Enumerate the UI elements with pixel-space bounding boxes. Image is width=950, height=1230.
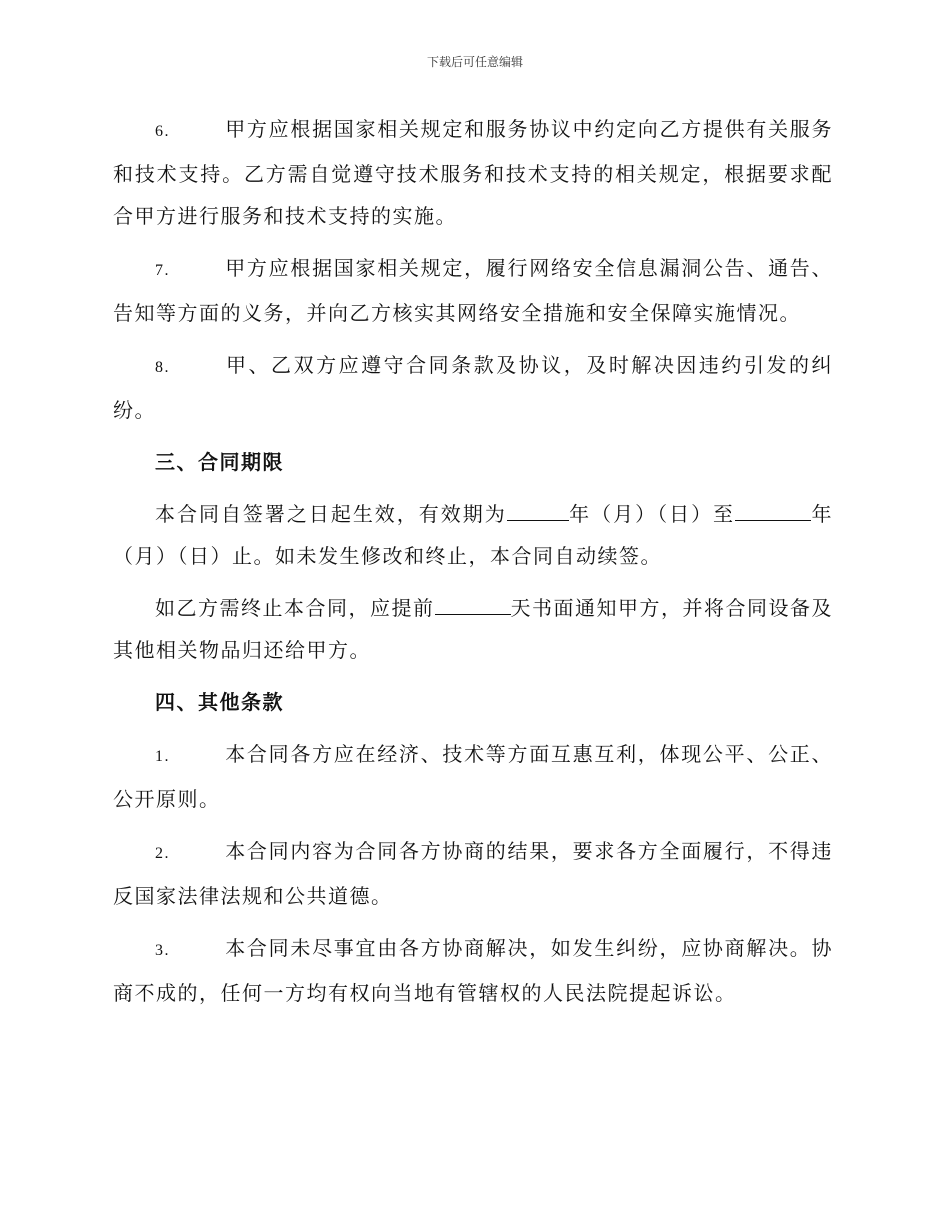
clause-text: 本合同内容为合同各方协商的结果，要求各方全面履行，不得违反国家法律法规和公共道德。 [113,839,833,908]
clause-text: 甲、乙双方应遵守合同条款及协议，及时解决因违约引发的纠纷。 [113,353,833,422]
clause-text: 本合同各方应在经济、技术等方面互惠互利，体现公平、公正、公开原则。 [113,742,833,811]
section-heading-other-terms: 四、其他条款 [155,690,284,714]
clause-text: 甲方应根据国家相关规定，履行网络安全信息漏洞公告、通告、告知等方面的义务，并向乙方核实其网络安全措施和安全保障实施情况。 [113,256,833,325]
termination-text-start: 如乙方需终止本合同，应提前 [155,596,435,620]
termination-paragraph [113,587,833,671]
term-text-end: 年（月）（日）止。如未发生修改和终止，本合同自动续签。 [113,502,834,568]
term-start-year-blank [507,500,569,521]
other-clause-item-1 [113,733,833,820]
clause-item-8 [113,344,833,431]
clause-number: 6. [155,123,170,140]
clause-number: 8. [155,359,170,376]
section-heading-contract-term: 三、合同期限 [155,450,284,474]
term-text-middle: 年（月）（日）至 [568,502,736,526]
clause-number: 7. [155,262,170,279]
term-end-year-blank [735,500,811,521]
clause-item-7 [113,247,833,334]
term-paragraph [113,493,833,577]
other-clause-item-2 [113,830,833,917]
clause-number: 2. [155,845,170,862]
clause-number: 1. [155,748,170,765]
document-body [113,108,833,1024]
clause-text: 甲方应根据国家相关规定和服务协议中约定向乙方提供有关服务和技术支持。乙方需自觉遵守技术服务和技术支持的相关规定，根据要求配合甲方进行服务和技术支持的实施。 [113,117,833,228]
clause-item-6 [113,108,833,237]
clause-number: 3. [155,942,170,959]
notice-days-blank [435,594,511,615]
termination-text-end: 天书面通知甲方，并将合同设备及其他相关物品归还给甲方。 [113,596,833,662]
term-text-start: 本合同自签署之日起生效，有效期为 [155,502,507,526]
other-clause-item-3 [113,927,833,1014]
page-header: 下载后可任意编辑 [426,55,523,69]
clause-text: 本合同未尽事宜由各方协商解决，如发生纠纷，应协商解决。协商不成的，任何一方均有权向当地有管辖权的人民法院提起诉讼。 [113,936,833,1005]
